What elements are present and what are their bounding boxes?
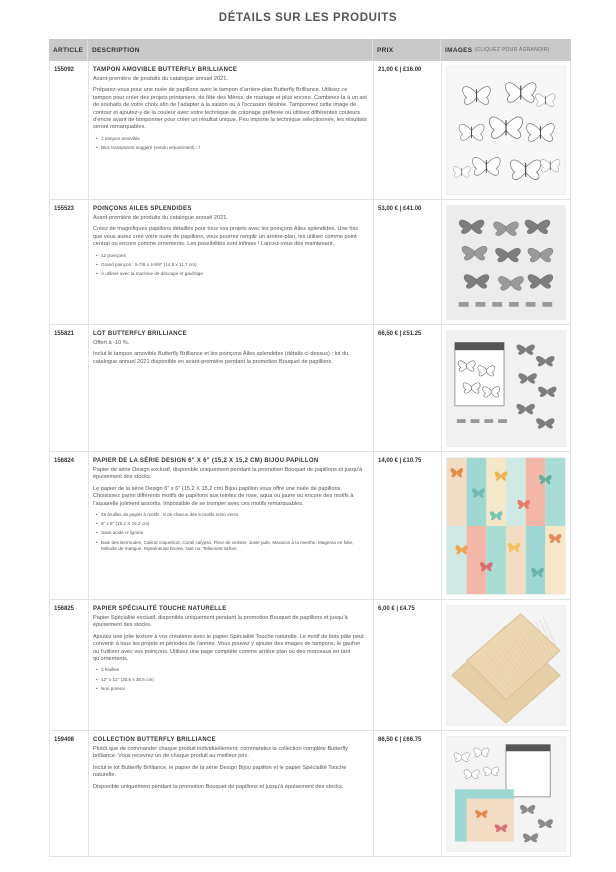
price: 86,50 € | £66.75 bbox=[373, 731, 441, 856]
description-paragraph: Inclut le tampon amovible Butterfly Brilliance et les poinçons Ailes splendides (détails ci-dessus) ; lot du catalogue annuel 2021 disponible en avant-première pendant la promotion Bouquet de papillons. bbox=[93, 351, 349, 365]
image-cell bbox=[441, 452, 570, 599]
wood-image[interactable] bbox=[446, 605, 566, 726]
image-cell bbox=[441, 600, 570, 730]
description-paragraph: Papier de série Design exclusif, disponible uniquement pendant la promotion Bouquet de papillons et jusqu’à épuisement des stocks. bbox=[93, 467, 363, 481]
header-images bbox=[440, 39, 571, 61]
dies-image[interactable] bbox=[446, 205, 566, 320]
description-paragraph: Créez de magnifiques papillons détaillés pour tous vos projets avec les poinçons Ailes splendides. Une fois que vous aurez créé votre nuée de papillons, vous pourrez remplir un arrière-plan, les utiliser comme point central ou encore comme ornements. Les possibilités sont infinies ! Lancez-vous dès maintenant. bbox=[93, 226, 358, 248]
table-body bbox=[49, 61, 571, 857]
article-number: 156825 bbox=[54, 606, 75, 612]
description-cell bbox=[88, 325, 373, 451]
spec-item: • 12 poinçons bbox=[96, 253, 367, 259]
description-paragraph: Avant-première de produits du catalogue annuel 2021. bbox=[93, 215, 228, 221]
description-cell bbox=[88, 200, 373, 324]
spec-list bbox=[96, 253, 367, 278]
spec-item: • 2 feuilles bbox=[96, 667, 367, 673]
table-row bbox=[49, 61, 571, 200]
product-title: LOT BUTTERFLY BRILLIANCE bbox=[93, 331, 187, 337]
spec-item: • 6" x 6" (15,2 X 15,2 cm) bbox=[96, 521, 367, 527]
spec-item: • Bloc transparent suggéré (vendu séparément) : f bbox=[96, 145, 367, 151]
header-description: DESCRIPTION bbox=[87, 39, 372, 61]
product-title: COLLECTION BUTTERFLY BRILLIANCE bbox=[93, 737, 216, 743]
page-title: DÉTAILS SUR LES PRODUITS bbox=[218, 12, 398, 24]
stamp-image[interactable] bbox=[446, 66, 566, 195]
table-row bbox=[49, 325, 571, 452]
header-article: ARTICLE bbox=[53, 46, 84, 54]
description-cell bbox=[88, 600, 373, 730]
spec-item: • 48 feuilles de papier à motifs : 8 de chacun des 6 motifs recto verso bbox=[96, 512, 367, 518]
image-cell bbox=[441, 61, 570, 199]
collection-image[interactable] bbox=[446, 736, 566, 852]
article-number: 159408 bbox=[54, 737, 75, 743]
spec-item: • Baie des Bermudes, Calicot coquelicot, Corail calypso, Fleur de cerisier, Juste jade, Macaron à la menthe, Magenta en folie, Mélodie de mangue, Mystérieuse brume, Noir nu, Tellement safran. bbox=[96, 540, 367, 552]
table-row bbox=[49, 731, 571, 857]
table-row bbox=[49, 452, 571, 600]
product-title: PAPIER SPÉCIALITÉ TOUCHE NATURELLE bbox=[93, 606, 227, 612]
table-row bbox=[49, 600, 571, 731]
price: 66,50 € | £51.25 bbox=[373, 325, 441, 451]
bundle-image[interactable] bbox=[446, 330, 566, 447]
image-cell bbox=[441, 325, 570, 451]
spec-list bbox=[96, 136, 367, 151]
spec-item: • Grand poinçon : 5-7/8 x 4-5/8" (14,9 x 11,7 cm) bbox=[96, 262, 367, 268]
description-cell bbox=[88, 452, 373, 599]
price: 53,00 € | £41.00 bbox=[373, 200, 441, 324]
description-paragraph: Papier Spécialité exclusif, disponible uniquement pendant la promotion Bouquet de papillons et jusqu’à épuisement des stocks. bbox=[93, 615, 348, 629]
description-paragraph: Disponible uniquement pendant la promotion Bouquet de papillons et jusqu’à épuisement des stocks. bbox=[93, 783, 344, 790]
header-images-hint: (CLIQUEZ POUR AGRANDIR) bbox=[474, 47, 550, 53]
spec-item: • À utiliser avec la machine de découpe et gaufrage bbox=[96, 271, 367, 277]
spec-list bbox=[96, 512, 367, 552]
description-paragraph: Plutôt que de commander chaque produit individuellement, commandez la collection complète Butterfly brilliance. Vous recevrez un de chaque produit au meilleur prix. bbox=[93, 746, 348, 760]
spec-item: • Sans acide ni lignine bbox=[96, 530, 367, 536]
description-paragraph: Offert à -10 %. bbox=[93, 340, 130, 346]
description-paragraph: Ajoutez une jolie texture à vos créations avec le papier Spécialité Touche naturelle. Le motif de bois pâle peut convenir à tous les projets et périodes de l’année. Vous pouvez y ajouter des images de tampons, le gaufrer ou l’utiliser avec vos poinçons. Utilisez une page complète comme arrière plan ou des morceaux en tant qu’ornements. bbox=[93, 633, 364, 663]
description-paragraph: Avant-première de produits du catalogue annuel 2021. bbox=[93, 76, 228, 82]
spec-list bbox=[96, 667, 367, 692]
image-cell bbox=[441, 731, 570, 856]
spec-item: • 1 tampon amovible bbox=[96, 136, 367, 142]
price: 21,00 € | £16.00 bbox=[373, 61, 441, 199]
article-number: 156824 bbox=[54, 458, 75, 464]
dsp-image[interactable] bbox=[446, 457, 566, 595]
article-number: 155821 bbox=[54, 331, 75, 337]
table-header bbox=[49, 39, 571, 61]
table-row bbox=[49, 200, 571, 325]
header-price: PRIX bbox=[372, 39, 440, 61]
description-paragraph: Le papier de la série Design 6" x 6" (15,2 X 15,2 cm) Bijou papillon vous offre une nuée de papillons. Choisissez parmi différents motifs de papillons aux teintes de rose, aqua ou jaune ou encore des motifs à l’aquarelle joliment assortis. Impossible de se tromper avec ces motifs remarquables. bbox=[93, 485, 354, 507]
description-cell bbox=[88, 61, 373, 199]
price: 14,00 € | £10.75 bbox=[373, 452, 441, 599]
image-cell bbox=[441, 200, 570, 324]
product-title: POINÇONS AILES SPLENDIDES bbox=[93, 206, 192, 212]
description-paragraph: Préparez-vous pour une nuée de papillons avec le tampon d’arrière-plan Butterfly Brilliance. Utilisez ce tampon pour créer des projets printaniers, de fête des Mères, de mariage et plus encore. Combinez-la à un set de souhaits de votre choix afin de l’adapter à la saison ou à l’occasion désirée. Tamponnez cette image de contour et ajoutez-y de la couleur avec votre technique de coloriage préférée ou utilisez différentes couleurs d’encre avant de tamponner pour créer un résultat unique. Peu importe la technique sélectionnée, les résultats seront remarquables. bbox=[93, 87, 367, 131]
description-cell bbox=[88, 731, 373, 856]
products-table bbox=[49, 39, 571, 857]
header-images-label: IMAGES bbox=[445, 46, 473, 54]
product-title: TAMPON AMOVIBLE BUTTERFLY BRILLIANCE bbox=[93, 67, 238, 73]
price: 6,00 € | £4.75 bbox=[373, 600, 441, 730]
article-number: 155523 bbox=[54, 206, 75, 212]
product-title: PAPIER DE LA SÉRIE DESIGN 6" X 6" (15,2 X 15,2 CM) BIJOU PAPILLON bbox=[93, 458, 319, 464]
spec-item: • Non poreux bbox=[96, 686, 367, 692]
description-paragraph: Inclut le lot Butterfly Brilliance, le papier de la série Design Bijou papillon et le papier Spécialité Touche naturelle. bbox=[93, 764, 347, 779]
article-number: 155092 bbox=[54, 67, 75, 73]
spec-item: • 12" x 12" (30,5 x 30,5 cm) bbox=[96, 677, 367, 683]
